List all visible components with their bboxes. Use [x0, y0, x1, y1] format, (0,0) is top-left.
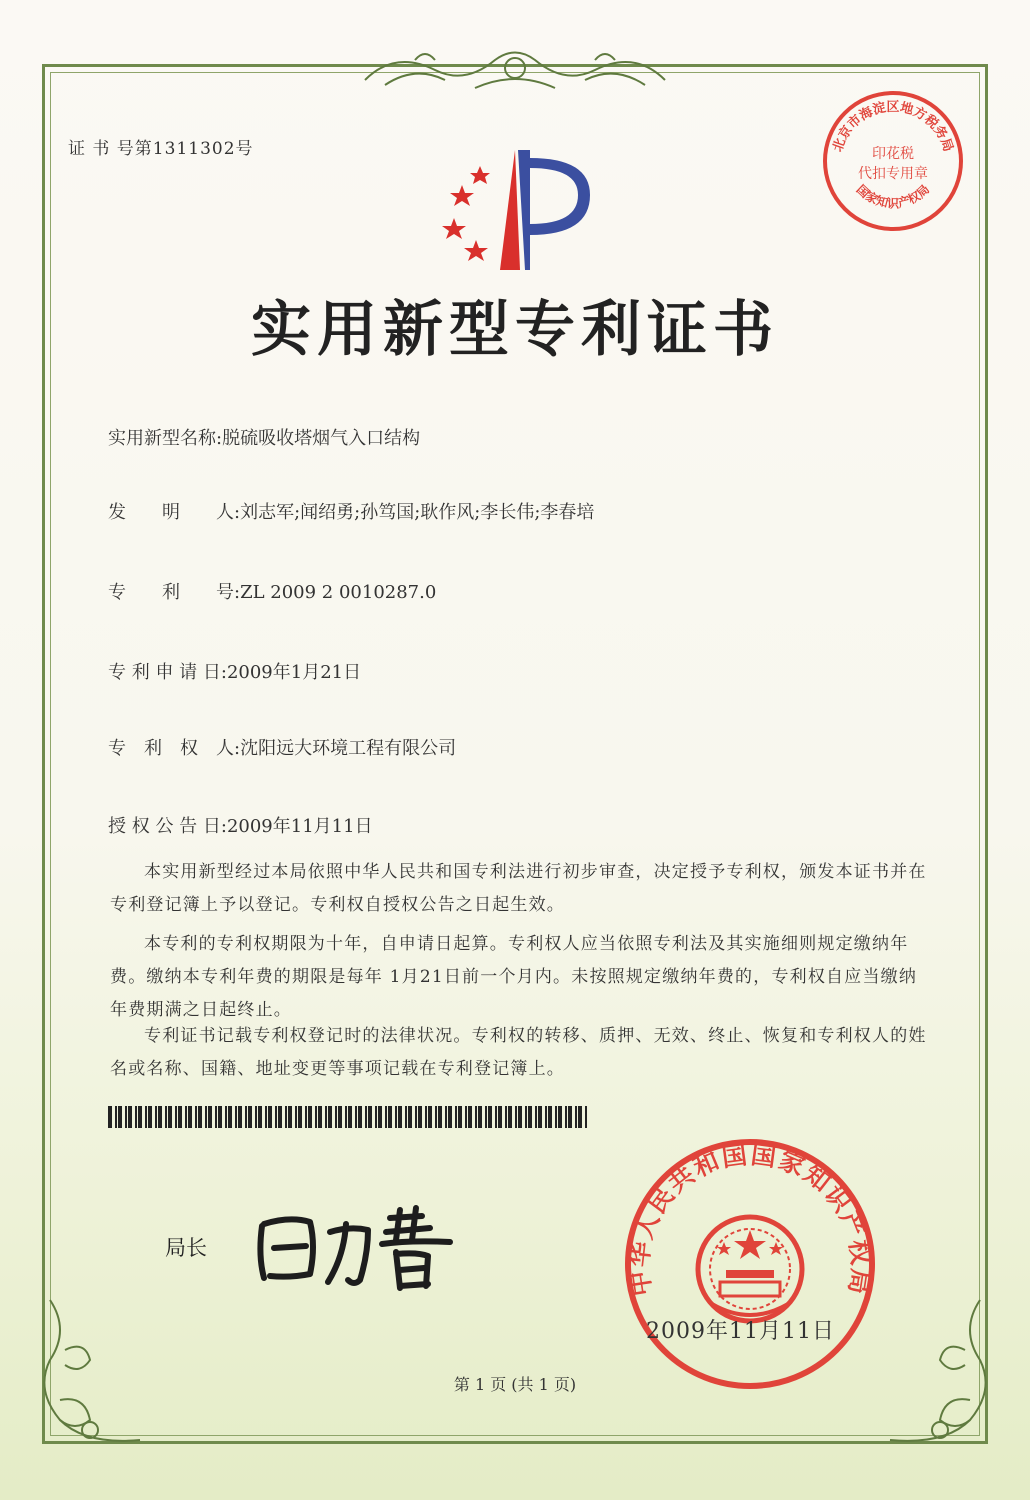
barcode-bar — [188, 1106, 192, 1128]
tax-seal — [818, 86, 968, 236]
barcode-bar — [505, 1106, 507, 1128]
barcode-bar — [585, 1106, 587, 1128]
barcode-bar — [415, 1106, 417, 1128]
barcode-bar — [395, 1106, 397, 1128]
barcode-bar — [518, 1106, 522, 1128]
tax-seal-line-1: 印花税 — [872, 146, 914, 162]
field-row-name — [108, 424, 420, 450]
barcode-bar — [208, 1106, 212, 1128]
barcode-bar — [318, 1106, 322, 1128]
barcode-bar — [498, 1106, 502, 1128]
barcode-bar — [365, 1106, 367, 1128]
certificate-number: 证 书 号第1311302号 — [68, 139, 254, 159]
barcode-bar — [565, 1106, 567, 1128]
barcode-bar — [528, 1106, 532, 1128]
barcode-bar — [398, 1106, 402, 1128]
barcode-bar — [155, 1106, 157, 1128]
barcode-bar — [578, 1106, 582, 1128]
barcode-bar — [358, 1106, 362, 1128]
barcode-bar — [308, 1106, 312, 1128]
barcode-bar — [465, 1106, 467, 1128]
barcode-bar — [455, 1106, 457, 1128]
barcode-bar — [225, 1106, 227, 1128]
barcode-bar — [325, 1106, 327, 1128]
barcode-bar — [295, 1106, 297, 1128]
field-row-inventors — [108, 498, 594, 524]
field-label: 发 明 人: — [108, 502, 241, 523]
barcode-bar — [195, 1106, 197, 1128]
barcode-bar — [448, 1106, 452, 1128]
barcode-bar — [355, 1106, 357, 1128]
main-seal — [620, 1134, 880, 1394]
seal-date: 2009年11月11日 — [646, 1319, 835, 1344]
barcode-bar — [235, 1106, 237, 1128]
barcode-bar — [115, 1106, 117, 1128]
barcode-bar — [468, 1106, 472, 1128]
barcode-bar — [258, 1106, 262, 1128]
barcode-bar — [218, 1106, 222, 1128]
field-label: 专 利 权 人: — [108, 738, 241, 759]
barcode-bar — [508, 1106, 512, 1128]
director-signature — [250, 1196, 470, 1296]
barcode-bar — [285, 1106, 287, 1128]
barcode-bar — [568, 1106, 572, 1128]
barcode-bar — [575, 1106, 577, 1128]
barcode-bar — [458, 1106, 462, 1128]
svg-text:国家知识产权局 — [854, 182, 933, 210]
barcode-bar — [478, 1106, 482, 1128]
field-label: 授 权 公 告 日: — [108, 816, 227, 837]
main-seal-text: 中华人民共和国国家知识产权局 — [624, 1140, 876, 1299]
patent-office-logo-icon — [430, 140, 610, 280]
field-value: 沈阳远大环境工程有限公司 — [240, 738, 457, 759]
barcode-bar — [475, 1106, 477, 1128]
barcode-bar — [138, 1106, 142, 1128]
barcode-bar — [425, 1106, 427, 1128]
field-value: ZL 2009 2 0010287.0 — [240, 582, 437, 603]
barcode-bar — [148, 1106, 152, 1128]
barcode-bar — [118, 1106, 122, 1128]
barcode-bar — [535, 1106, 537, 1128]
barcode-bar — [168, 1106, 172, 1128]
barcode-bar — [338, 1106, 342, 1128]
barcode-bar — [378, 1106, 382, 1128]
field-label: 实用新型名称: — [108, 428, 223, 449]
barcode-bar — [445, 1106, 447, 1128]
tax-seal-outer-text: 北京市海淀区地方税务局 — [830, 100, 956, 154]
barcode-bar — [405, 1106, 407, 1128]
barcode-bar — [268, 1106, 272, 1128]
barcode — [108, 1106, 588, 1128]
field-value: 2009年11月11日 — [226, 816, 373, 837]
barcode-bar — [388, 1106, 392, 1128]
field-row-patent-number — [108, 578, 436, 604]
tax-seal-line-2: 代扣专用章 — [858, 166, 928, 182]
page-title: 实用新型专利证书 — [251, 295, 779, 365]
barcode-bar — [545, 1106, 547, 1128]
field-label: 专 利 号: — [108, 582, 241, 603]
director-label: 局长 — [165, 1236, 207, 1260]
field-value: 刘志军;闻绍勇;孙笃国;耿作风;李长伟;李春培 — [240, 502, 595, 523]
barcode-bar — [158, 1106, 162, 1128]
barcode-bar — [345, 1106, 347, 1128]
barcode-bar — [255, 1106, 257, 1128]
barcode-bar — [515, 1106, 517, 1128]
barcode-bar — [315, 1106, 317, 1128]
barcode-bar — [248, 1106, 252, 1128]
barcode-bar — [548, 1106, 552, 1128]
barcode-bar — [335, 1106, 337, 1128]
barcode-bar — [175, 1106, 177, 1128]
barcode-bar — [265, 1106, 267, 1128]
field-value: 2009年1月21日 — [226, 662, 362, 683]
field-value: 脱硫吸收塔烟气入口结构 — [222, 428, 421, 449]
barcode-bar — [555, 1106, 557, 1128]
barcode-bar — [348, 1106, 352, 1128]
barcode-bar — [328, 1106, 332, 1128]
barcode-bar — [428, 1106, 432, 1128]
barcode-bar — [485, 1106, 487, 1128]
barcode-bar — [245, 1106, 247, 1128]
barcode-bar — [298, 1106, 302, 1128]
barcode-bar — [418, 1106, 422, 1128]
barcode-bar — [228, 1106, 232, 1128]
barcode-bar — [368, 1106, 372, 1128]
body-paragraph-2: 本专利的专利权期限为十年，自申请日起算。专利权人应当依照专利法及其实施细则规定缴纳年费。缴纳本专利年费的期限是每年 1月21日前一个月内。未按照规定缴纳年费的，专利权自应当缴纳年费期满之日起终止。 — [110, 934, 918, 1020]
barcode-bar — [385, 1106, 387, 1128]
page-number: 第 1 页 (共 1 页) — [453, 1375, 577, 1394]
barcode-bar — [135, 1106, 137, 1128]
barcode-bar — [375, 1106, 377, 1128]
barcode-bar — [198, 1106, 202, 1128]
barcode-bar — [435, 1106, 437, 1128]
barcode-bar — [108, 1106, 112, 1128]
barcode-bar — [408, 1106, 412, 1128]
barcode-bar — [145, 1106, 147, 1128]
barcode-bar — [538, 1106, 542, 1128]
barcode-bar — [558, 1106, 562, 1128]
barcode-bar — [488, 1106, 492, 1128]
barcode-bar — [438, 1106, 442, 1128]
tax-seal-bottom-text: 国家知识产权局 — [853, 182, 933, 211]
barcode-bar — [128, 1106, 132, 1128]
barcode-bar — [165, 1106, 167, 1128]
top-ornament — [355, 40, 675, 100]
field-row-patentee — [108, 734, 456, 760]
body-paragraph-3: 专利证书记载专利权登记时的法律状况。专利权的转移、质押、无效、终止、恢复和专利权人的姓名或名称、国籍、地址变更等事项记载在专利登记簿上。 — [110, 1026, 927, 1079]
body-paragraph-1: 本实用新型经过本局依照中华人民共和国专利法进行初步审查，决定授予专利权，颁发本证书并在专利登记簿上予以登记。专利权自授权公告之日起生效。 — [110, 862, 927, 915]
barcode-bar — [178, 1106, 182, 1128]
barcode-bar — [288, 1106, 292, 1128]
barcode-bar — [305, 1106, 307, 1128]
barcode-bar — [525, 1106, 527, 1128]
barcode-bar — [215, 1106, 217, 1128]
field-label: 专 利 申 请 日: — [108, 662, 227, 683]
barcode-bar — [185, 1106, 187, 1128]
national-emblem-icon — [698, 1217, 802, 1321]
barcode-bar — [495, 1106, 497, 1128]
field-row-application-date — [108, 658, 361, 684]
signature-text: 田力普 — [250, 1196, 253, 1197]
barcode-bar — [278, 1106, 282, 1128]
barcode-bar — [125, 1106, 127, 1128]
barcode-bar — [205, 1106, 207, 1128]
barcode-bar — [238, 1106, 242, 1128]
field-row-grant-date — [108, 812, 373, 838]
barcode-bar — [275, 1106, 277, 1128]
